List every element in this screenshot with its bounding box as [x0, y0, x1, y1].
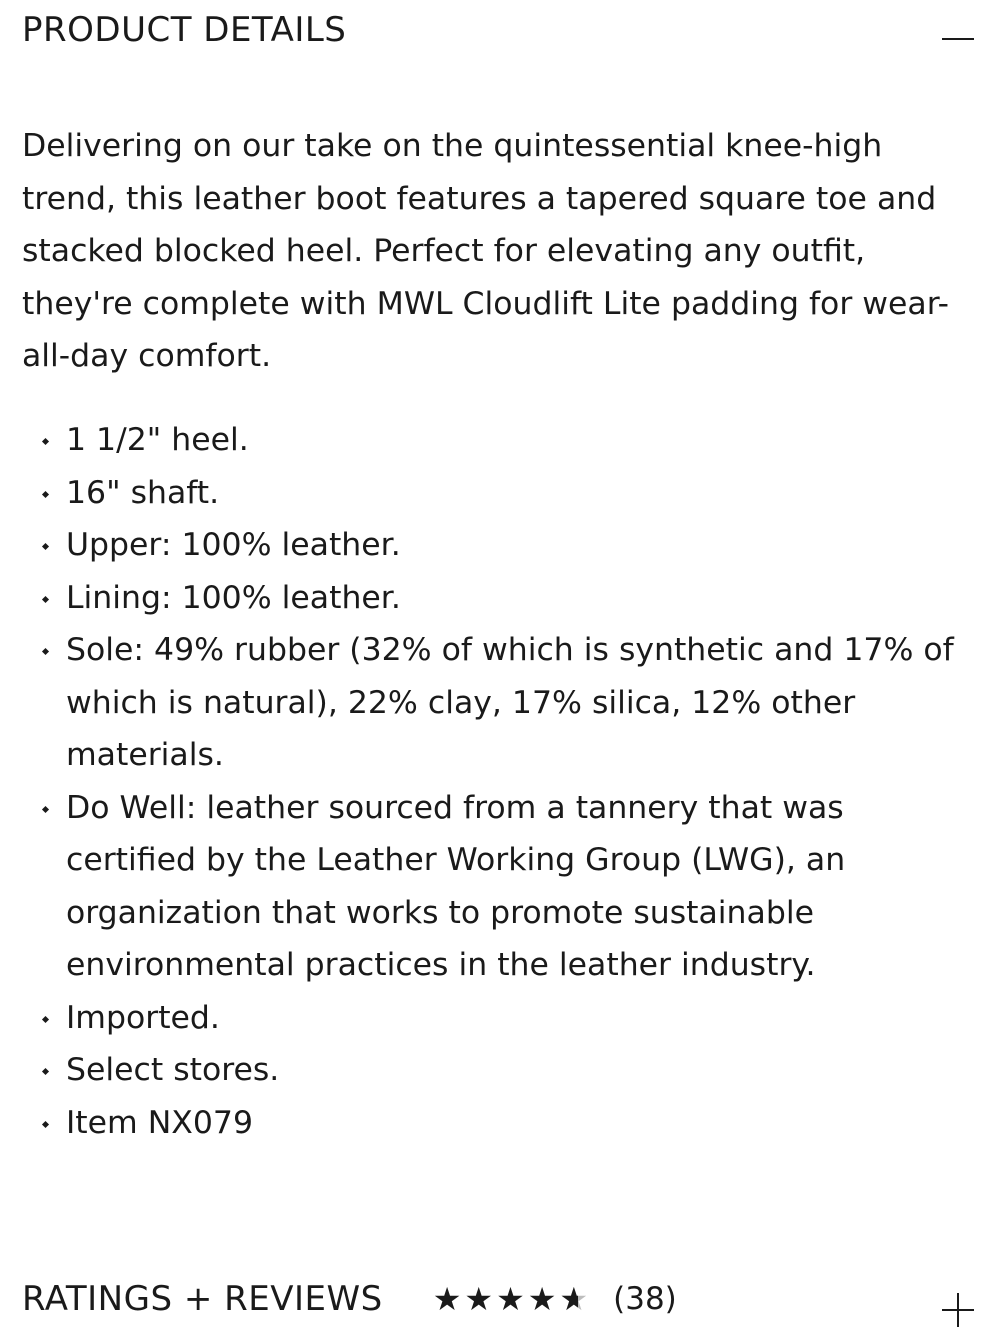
product-details-header[interactable]: [22, 4, 978, 56]
feature-item: Item NX079: [22, 1097, 977, 1150]
ratings-reviews-header[interactable]: [22, 1272, 978, 1326]
star-icon: ★: [432, 1280, 462, 1318]
feature-item: 1 1/2" heel.: [22, 414, 977, 467]
star-icon: ★: [496, 1280, 525, 1318]
ratings-reviews-title: RATINGS + REVIEWS: [22, 1279, 383, 1319]
product-description: Delivering on our take on the quintessential knee-high trend, this leather boot features a tapered square toe and stacked blocked heel. Perfect for elevating any outfit, they're complete with MWL Cloudlift Lite padding for wear-all-day comfort.: [22, 128, 950, 374]
feature-list: [22, 414, 977, 1149]
star-icon: ★: [527, 1280, 557, 1318]
feature-item: Sole: 49% rubber (32% of which is synthetic and 17% of which is natural), 22% clay, 17% silica, 12% other materials.: [22, 624, 977, 782]
feature-item: Select stores.: [22, 1044, 977, 1097]
product-details-title: PRODUCT DETAILS: [22, 10, 347, 50]
feature-item: Lining: 100% leather.: [22, 572, 977, 625]
review-count[interactable]: (38): [613, 1281, 677, 1317]
feature-item: Imported.: [22, 992, 977, 1045]
star-rating[interactable]: [432, 1280, 591, 1318]
feature-item: 16" shaft.: [22, 467, 977, 520]
ratings-reviews-summary: [22, 1279, 677, 1319]
minus-icon[interactable]: [938, 10, 978, 50]
feature-item: Upper: 100% leather.: [22, 519, 977, 572]
partial-star-icon: ★ ★: [559, 1283, 588, 1315]
feature-item: Do Well: leather sourced from a tannery that was certified by the Leather Working Group (LWG), an organization that works to promote sustainable environmental practices in the leather industry.: [22, 782, 977, 992]
star-icon: ★: [464, 1280, 494, 1318]
plus-icon[interactable]: [938, 1279, 978, 1319]
